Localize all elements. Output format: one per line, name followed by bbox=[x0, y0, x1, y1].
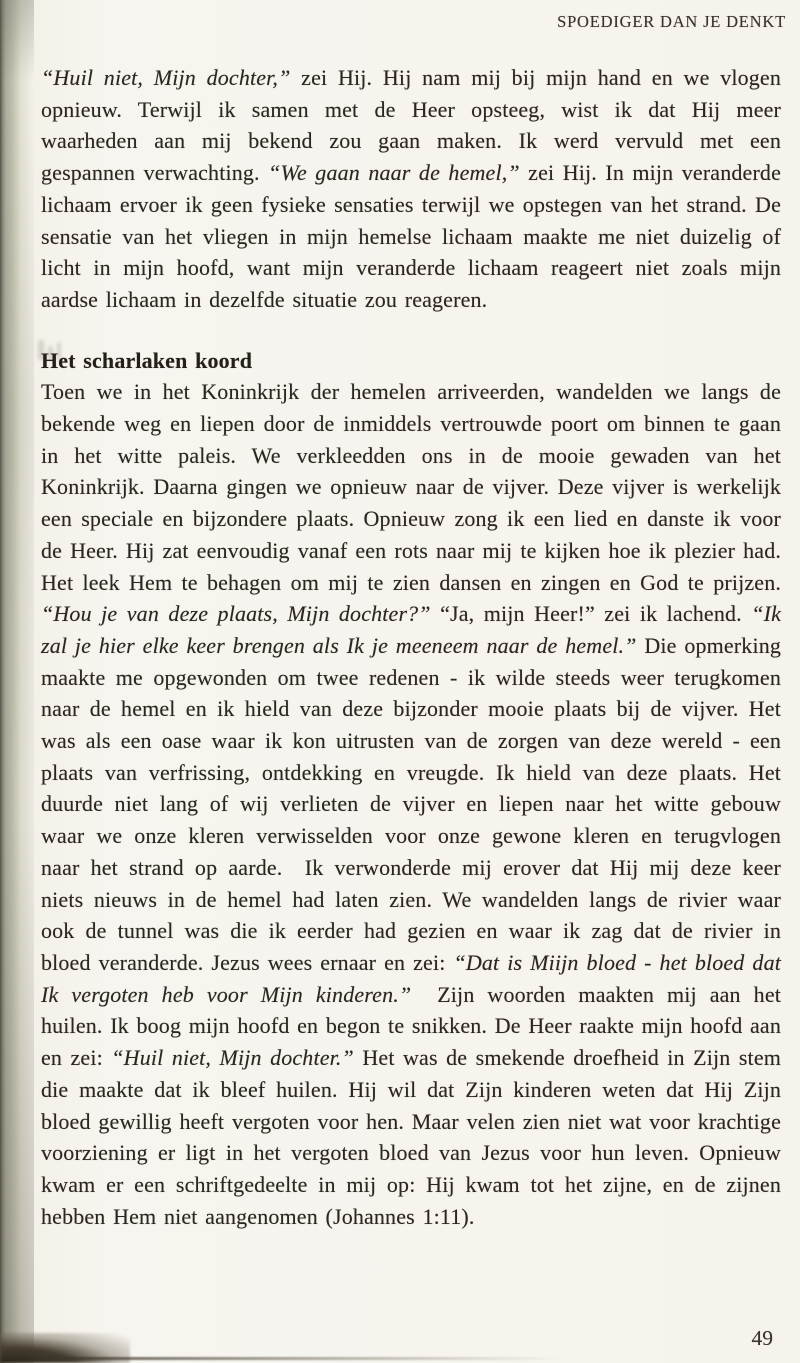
body-text: zei Hij. Hij nam mij bij mijn hand en we vlogen opnieuw. Terwijl ik samen met de Heer opsteeg, wist ik dat Hij meer waarheden aan mij bekend zou gaan maken. Ik werd vervuld met een gespannen verwachting. bbox=[41, 65, 781, 186]
page-edge-shadow bbox=[0, 0, 34, 1363]
quote-italic-text: “Huil niet, Mijn dochter.” bbox=[111, 1045, 363, 1071]
quote-italic-text: “Dat is Miijn bloed - het bloed dat Ik vergoten heb voor Mijn kinderen.” bbox=[41, 949, 781, 1007]
text-block bbox=[41, 62, 781, 1232]
body-text: Toen we in het Koninkrijk der hemelen arriveerden, wandelden we langs de bekende weg en liepen door de inmiddels vertrouwde poort om binnen te gaan in het witte paleis. We verkleedden ons in de mooie gewaden van het Koninkrijk. Daarna gingen we opnieuw naar de vijver. Deze vijver is werkelijk een speciale en bijzondere plaats. Opnieuw zong ik een lied en danste ik voor de Heer. Hij zat eenvoudig vanaf een rots naar mij te kijken hoe ik plezier had. Het leek Hem te behagen om mij te zien dansen en zingen en God te prijzen. bbox=[41, 379, 781, 595]
paragraph bbox=[41, 376, 781, 1232]
body-text: Die opmerking maakte me opgewonden om twee redenen - ik wilde steeds weer terugkomen naar de hemel en ik hield van deze bijzonder mooie plaats bij de vijver. Het was als een oase waar ik kon uitrusten van de zorgen van deze wereld - een plaats van verfrissing, ontdekking en vreugde. Ik hield van deze plaats. Het duurde niet lang of wij verlieten de vijver en liepen naar het witte gebouw waar we onze kleren verwisselden voor onze gewone kleren en terugvlogen naar het strand op aarde. Ik verwonderde mij erover dat Hij mij deze keer niets nieuws in de hemel had laten zien. We wandelden langs de rivier waar ook de tunnel was die ik eerder had gezien en waar ik zag dat de rivier in bloed veranderde. Jezus wees ernaar en zei: bbox=[41, 632, 781, 975]
body-text: Het was de smekende droefheid in Zijn stem die maakte dat ik bleef huilen. Hij wil dat Zijn kinderen weten dat Hij Zijn bloed gewillig heeft vergoten voor hen. Maar velen zien niet wat voor krachtige voorziening er ligt in het vergoten bloed van Jezus voor hun leven. Opnieuw kwam er een schriftgedeelte in mij op: Hij kwam tot het zijne, en de zijnen hebben Hem niet aangenomen (Johannes 1:11). bbox=[41, 1045, 781, 1229]
running-header: SPOEDIGER DAN JE DENKT bbox=[557, 12, 786, 31]
quote-italic-text: “Huil niet, Mijn dochter,” bbox=[41, 65, 302, 90]
body-text: zei Hij. In mijn veranderde lichaam ervoer ik geen fysieke sensaties terwijl we opstegen van het strand. De sensatie van het vliegen in mijn hemelse lichaam maakte me niet duizelig of licht in mijn hoofd, want mijn veranderde lichaam reageert niet zoals mijn aardse lichaam in dezelfde situatie zou reageren. bbox=[41, 160, 781, 312]
quote-italic-text: “Ik zal je hier elke keer brengen als Ik je meeneem naar de hemel.” bbox=[41, 601, 781, 658]
body-text: Zijn woorden maakten mij aan het huilen. Ik boog mijn hoofd en begon te snikken. De Heer raakte mijn hoofd aan en zei: bbox=[41, 981, 781, 1071]
paragraph bbox=[41, 62, 781, 316]
body-text: “Ja, mijn Heer!” zei ik lachend. bbox=[440, 601, 752, 627]
page-number: 49 bbox=[751, 1326, 773, 1350]
quote-italic-text: “Hou je van deze plaats, Mijn dochter?” bbox=[41, 601, 441, 627]
section-heading: Het scharlaken koord bbox=[41, 347, 253, 373]
bottom-edge-line bbox=[40, 1357, 560, 1360]
quote-italic-text: “We gaan naar de hemel,” bbox=[268, 160, 529, 186]
